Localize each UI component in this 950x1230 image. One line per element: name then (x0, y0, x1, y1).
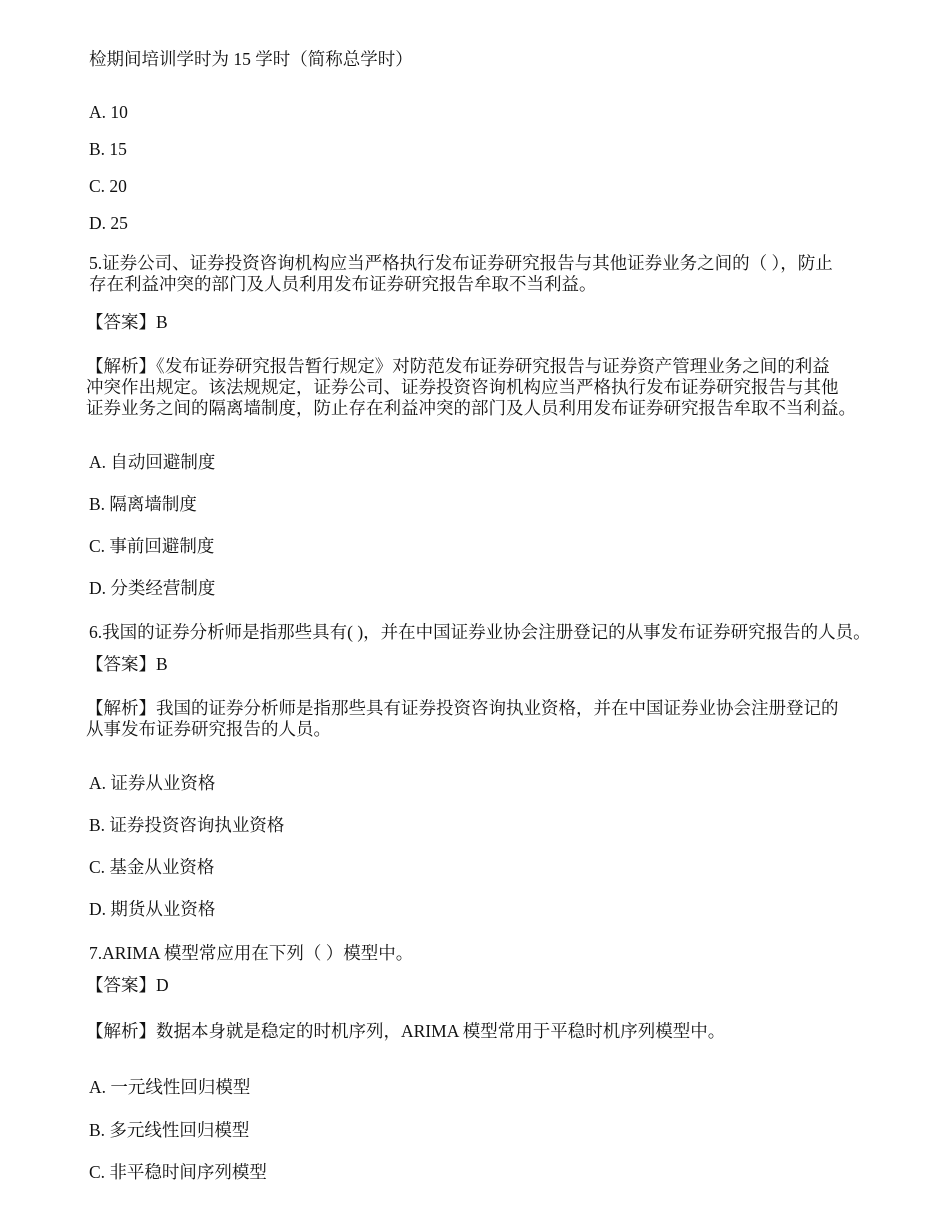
intro-option-c: C. 20 (89, 176, 127, 196)
q6-analysis-line: 从事发布证券研究报告的人员。 (86, 719, 331, 739)
q5-analysis-line: 证券业务之间的隔离墙制度，防止存在利益冲突的部门及人员利用发布证券研究报告牟取不当利益。 (86, 398, 856, 418)
q6-answer: 【答案】B (86, 654, 168, 674)
intro-option-b: B. 15 (89, 139, 127, 159)
q5-analysis-line: 冲突作出规定。该法规规定，证券公司、证券投资咨询机构应当严格执行发布证券研究报告与其他 (86, 377, 839, 397)
q7-option-c: C. 非平稳时间序列模型 (89, 1162, 267, 1182)
q7-question: 7.ARIMA 模型常应用在下列（ ）模型中。 (89, 943, 414, 963)
q6-option-b: B. 证券投资咨询执业资格 (89, 815, 285, 835)
intro-text: 检期间培训学时为 15 学时（简称总学时） (89, 49, 413, 69)
q5-question (89, 253, 919, 295)
q7-option-a: A. 一元线性回归模型 (89, 1077, 251, 1097)
q5-question-line: 存在利益冲突的部门及人员利用发布证券研究报告牟取不当利益。 (89, 274, 597, 294)
q7-answer: 【答案】D (86, 975, 169, 995)
q5-option-a: A. 自动回避制度 (89, 452, 216, 472)
q6-option-c: C. 基金从业资格 (89, 857, 215, 877)
q6-option-a: A. 证券从业资格 (89, 773, 216, 793)
q5-analysis-line: 【解析】《发布证券研究报告暂行规定》对防范发布证券研究报告与证券资产管理业务之间的利益 (86, 356, 830, 376)
q5-answer: 【答案】B (86, 312, 168, 332)
q5-option-d: D. 分类经营制度 (89, 578, 216, 598)
q5-question-line: 5.证券公司、证券投资咨询机构应当严格执行发布证券研究报告与其他证券业务之间的（ ），防止 (89, 253, 833, 273)
q6-analysis-line: 【解析】我国的证券分析师是指那些具有证券投资咨询执业资格，并在中国证券业协会注册登记的 (86, 698, 839, 718)
q6-question: 6.我国的证券分析师是指那些具有( )，并在中国证券业协会注册登记的从事发布证券研究报告的人员。 (89, 622, 871, 642)
q7-analysis: 【解析】数据本身就是稳定的时机序列，ARIMA 模型常用于平稳时机序列模型中。 (86, 1021, 726, 1041)
q5-option-c: C. 事前回避制度 (89, 536, 215, 556)
intro-option-d: D. 25 (89, 213, 128, 233)
intro-option-a: A. 10 (89, 102, 128, 122)
q5-option-b: B. 隔离墙制度 (89, 494, 197, 514)
q6-analysis (86, 698, 916, 740)
q7-option-b: B. 多元线性回归模型 (89, 1120, 250, 1140)
q5-analysis (86, 356, 916, 419)
q6-option-d: D. 期货从业资格 (89, 899, 216, 919)
